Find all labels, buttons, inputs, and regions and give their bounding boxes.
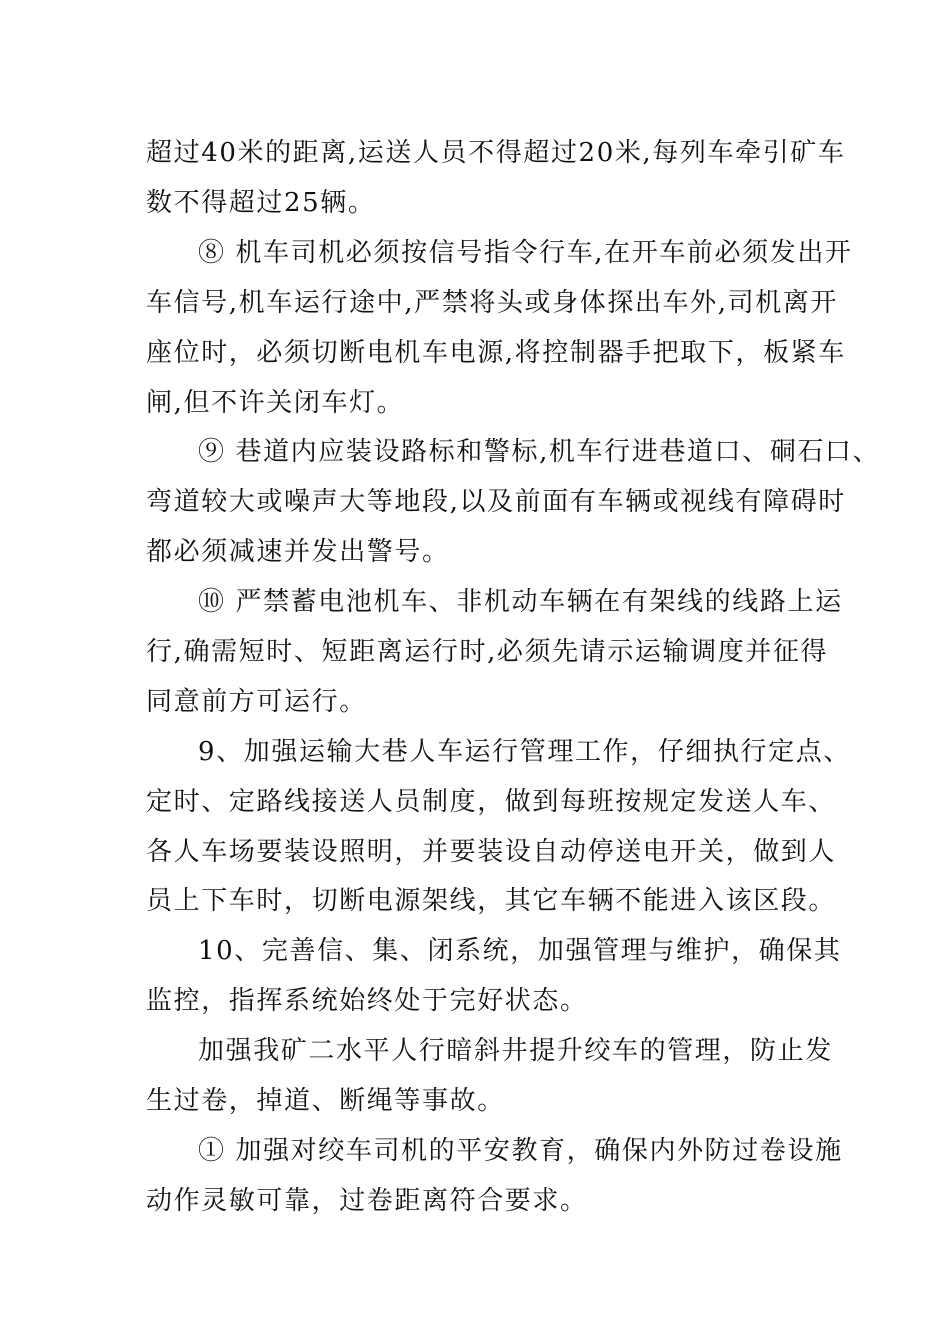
text-line: 加强我矿二水平人行暗斜井提升绞车的管理，防止发 bbox=[198, 1036, 833, 1066]
text-line: 行,确需短时、短距离运行时,必须先请示运输调度并征得 bbox=[146, 637, 829, 667]
text-line: 定时、定路线接送人员制度，做到每班按规定发送人车、 bbox=[146, 787, 837, 817]
text-line: 车信号,机车运行途中,严禁将头或身体探出车外,司机离开 bbox=[146, 288, 838, 318]
text-line: 9、加强运输大巷人车运行管理工作，仔细执行定点、 bbox=[198, 737, 851, 767]
text-line: 座位时，必须切断电机车电源,将控制器手把取下，板紧车 bbox=[146, 338, 846, 368]
text-line: 监控，指挥系统始终处于完好状态。 bbox=[146, 986, 588, 1016]
text-line: 员上下车时，切断电源架线，其它车辆不能进入该区段。 bbox=[146, 886, 837, 916]
text-line: 数不得超过25辆。 bbox=[146, 188, 376, 218]
text-line: 动作灵敏可靠，过卷距离符合要求。 bbox=[146, 1186, 588, 1216]
text-line: 生过卷，掉道、断绳等事故。 bbox=[146, 1086, 505, 1116]
text-line: 弯道较大或噪声大等地段,以及前面有车辆或视线有障碍时 bbox=[146, 487, 846, 517]
text-line: 都必须减速并发出警号。 bbox=[146, 537, 450, 567]
text-line: ⑩ 严禁蓄电池机车、非机动车辆在有架线的线路上运 bbox=[198, 587, 843, 617]
text-line: 超过40米的距离,运送人员不得超过20米,每列车牵引矿车 bbox=[146, 138, 846, 168]
text-line: ⑧ 机车司机必须按信号指令行车,在开车前必须发出开 bbox=[198, 238, 853, 268]
text-line: 同意前方可运行。 bbox=[146, 687, 367, 717]
text-line: 闸,但不许关闭车灯。 bbox=[146, 388, 405, 418]
text-line: ① 加强对绞车司机的平安教育，确保内外防过卷设施 bbox=[198, 1136, 843, 1166]
text-line: 各人车场要装设照明，并要装设自动停送电开关，做到人 bbox=[146, 837, 837, 867]
text-line: ⑨ 巷道内应装设路标和警标,机车行进巷道口、硐石口、 bbox=[198, 437, 881, 467]
text-line: 10、完善信、集、闭系统，加强管理与维护，确保其 bbox=[198, 936, 842, 966]
